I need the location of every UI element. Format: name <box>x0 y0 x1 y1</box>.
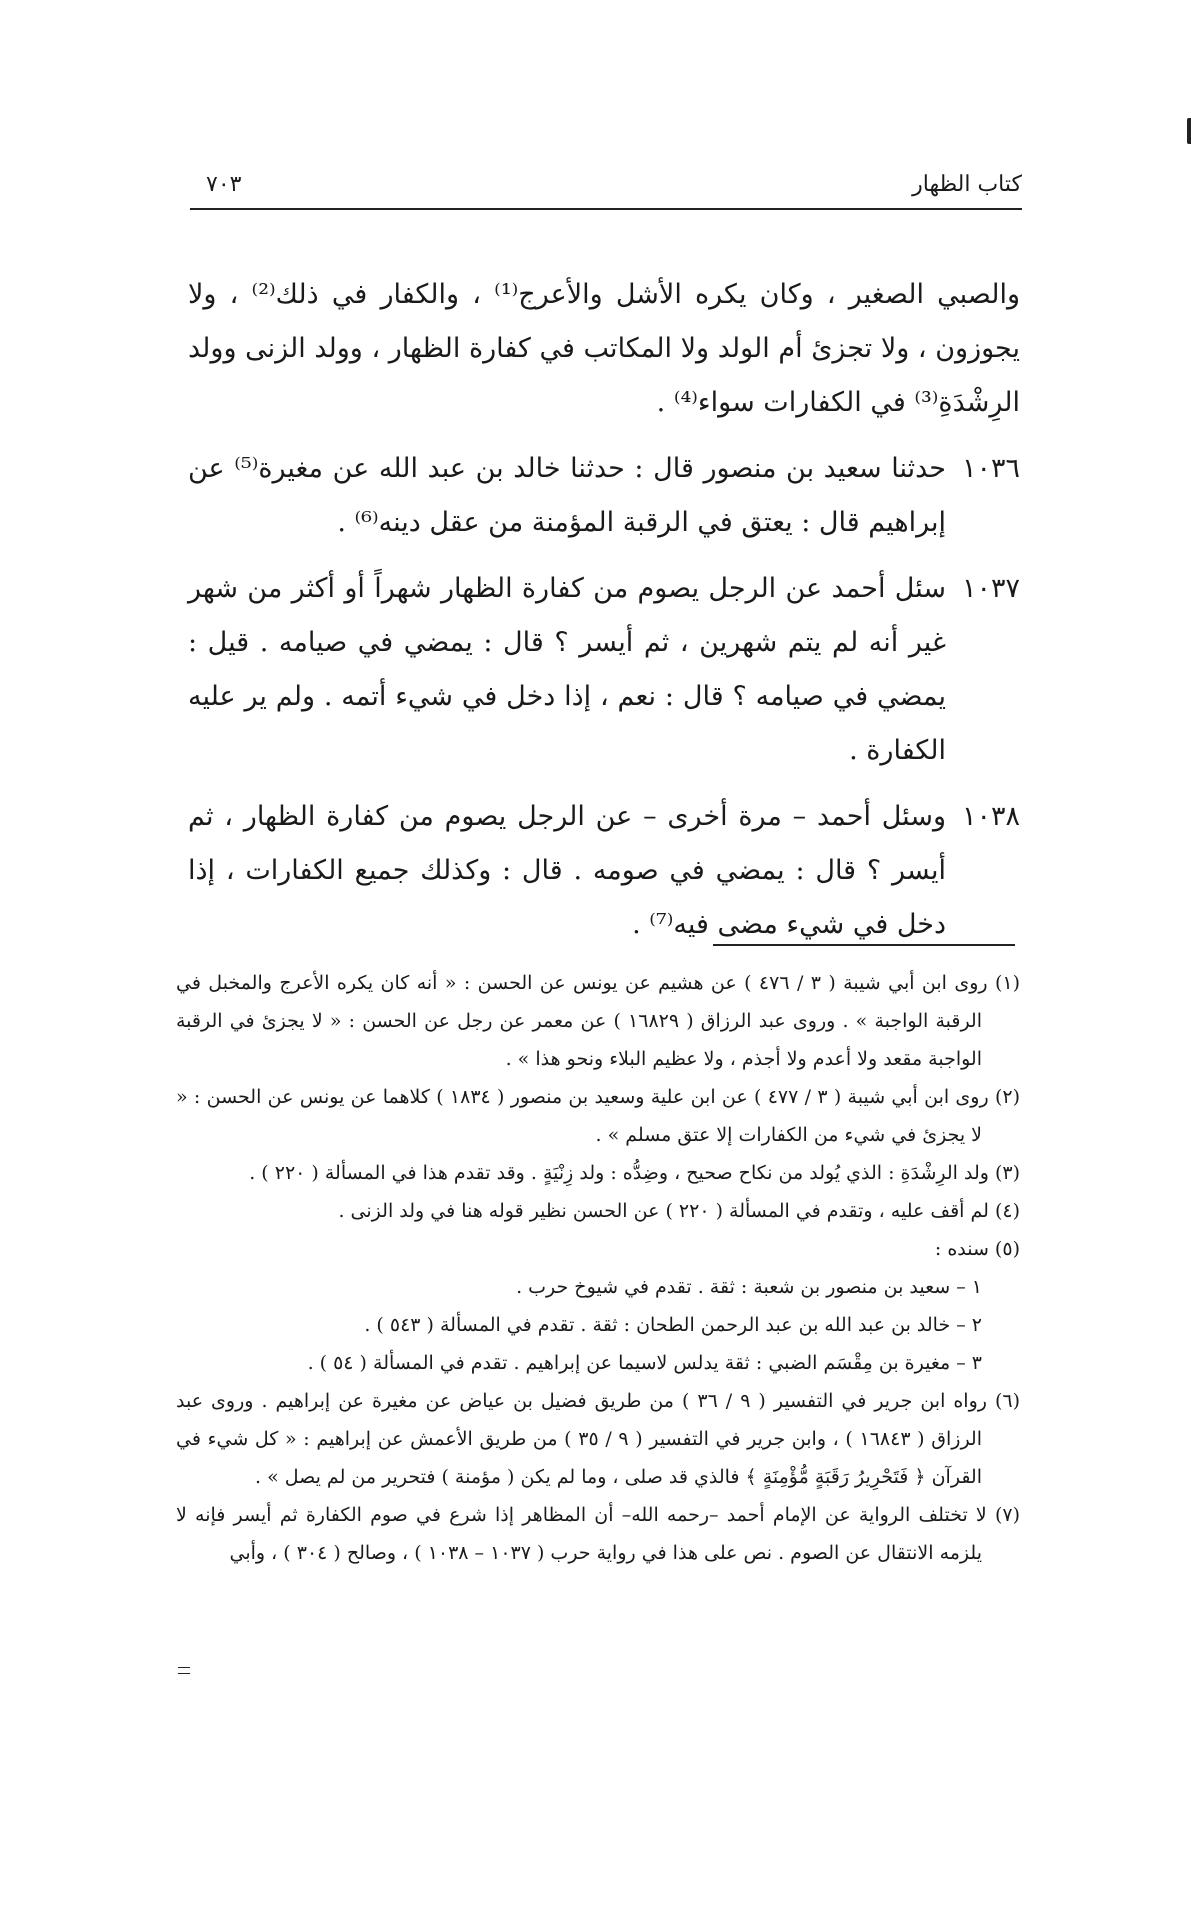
entry-text: حدثنا سعيد بن منصور قال : حدثنا خالد بن عبد الله عن مغيرة⁽⁵⁾ عن إبراهيم قال : يعتق في الرقبة المؤمنة من عقل دينه⁽⁶⁾ . <box>188 453 946 538</box>
main-text <box>188 268 1020 964</box>
page-edge-mark <box>1187 118 1191 144</box>
page-number: ٧٠٣ <box>206 172 242 197</box>
running-header <box>190 172 1022 210</box>
entry-number: ١٠٣٨ <box>961 801 1020 832</box>
footnote-5-item: ٣ – مغيرة بن مِقْسَم الضبي : ثقة يدلس لاسيما عن إبراهيم . تقدم في المسألة ( ٥٤ ) . <box>307 1352 982 1374</box>
footnote-2: (٢) روى ابن أبي شيبة ( ٣ / ٤٧٧ ) عن ابن علية وسعيد بن منصور ( ١٨٣٤ ) كلاهما عن يونس عن الحسن : « لا يجزئ في شيء من الكفارات إلا عتق مسلم » . <box>176 1086 1021 1146</box>
footnote-6: (٦) رواه ابن جرير في التفسير ( ٩ / ٣٦ ) من طريق فضيل بن عياض عن مغيرة عن إبراهيم . وروى عبد الرزاق ( ١٦٨٤٣ ) ، وابن جرير في التفسير ( ٩ / ٣٥ ) من طريق الأعمش عن إبراهيم : « كل شيء في القرآن ﴿ فَتَحْرِيرُ رَقَبَةٍ مُّؤْمِنَةٍ ﴾ فالذي قد صلى ، وما لم يكن ( مؤمنة ) فتحرير من لم يصل » . <box>176 1390 1020 1488</box>
footnote-4: (٤) لم أقف عليه ، وتقدم في المسألة ( ٢٢٠ ) عن الحسن نظير قوله هنا في ولد الزنى . <box>338 1200 1020 1222</box>
footnote-separator <box>713 944 1015 946</box>
footnote-5-item: ١ – سعيد بن منصور بن شعبة : ثقة . تقدم في شيوخ حرب . <box>516 1276 982 1298</box>
entry-1037 <box>188 562 1020 778</box>
entry-text: سئل أحمد عن الرجل يصوم من كفارة الظهار شهراً أو أكثر من شهر غير أنه لم يتم شهرين ، ثم أيسر ؟ قال : يمضي في صيامه . قيل : يمضي في صيامه ؟ قال : نعم ، إذا دخل في شيء أتمه . ولم ير عليه الكفارة . <box>188 573 946 766</box>
footnote-3: (٣) ولد الرِشْدَةِ : الذي يُولد من نكاح صحيح ، وضِدُّه : ولد زِنْيَةٍ . وقد تقدم هذا في المسألة ( ٢٢٠ ) . <box>249 1162 1020 1184</box>
continuation-mark <box>178 1667 190 1674</box>
footnote-1: (١) روى ابن أبي شيبة ( ٣ / ٤٧٦ ) عن هشيم عن يونس عن الحسن : « أنه كان يكره الأعرج والمخبل في الرقبة الواجبة » . وروى عبد الرزاق ( ١٦٨٢٩ ) عن معمر عن رجل عن الحسن : « لا يجزئ في الرقبة الواجبة مقعد ولا أعدم ولا أجذم ، ولا عظيم البلاء ونحو هذا » . <box>176 972 1020 1070</box>
footnotes <box>176 964 1020 1572</box>
entry-1038 <box>188 790 1020 952</box>
footnote-5-item: ٢ – خالد بن عبد الله بن عبد الرحمن الطحان : ثقة . تقدم في المسألة ( ٥٤٣ ) . <box>364 1314 982 1336</box>
entry-text: وسئل أحمد – مرة أخرى – عن الرجل يصوم من كفارة الظهار ، ثم أيسر ؟ قال : يمضي في صومه . قال : وكذلك جميع الكفارات ، إذا دخل في شيء مضى فيه⁽⁷⁾ . <box>188 801 946 940</box>
footnote-5: (٥) سنده : <box>934 1238 1020 1260</box>
entry-number: ١٠٣٧ <box>961 573 1020 604</box>
footnote-7: (٧) لا تختلف الرواية عن الإمام أحمد –رحمه الله– أن المظاهر إذا شرع في صوم الكفارة ثم أيسر فإنه لا يلزمه الانتقال عن الصوم . نص على هذا في رواية حرب ( ١٠٣٧ – ١٠٣٨ ) ، وصالح ( ٣٠٤ ) ، وأبي <box>176 1504 1020 1564</box>
entry-number: ١٠٣٦ <box>961 453 1020 484</box>
book-title: كتاب الظهار <box>912 172 1022 197</box>
entry-1036 <box>188 442 1020 550</box>
intro-paragraph: والصبي الصغير ، وكان يكره الأشل والأعرج⁽¹⁾ ، والكفار في ذلك⁽²⁾ ، ولا يجوزون ، ولا تجزئ أم الولد ولا المكاتب في كفارة الظهار ، وولد الزنى وولد الرِشْدَةِ⁽³⁾ في الكفارات سواء⁽⁴⁾ . <box>188 279 1020 418</box>
